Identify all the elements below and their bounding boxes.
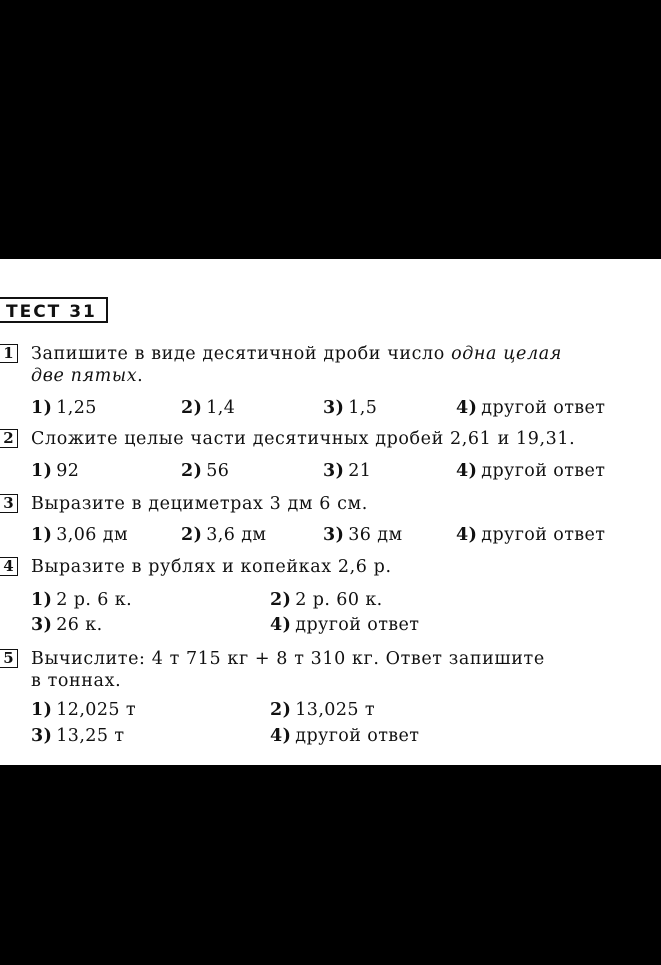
answer-option-3[interactable] (323, 524, 402, 546)
question-text: Выразите в дециметрах 3 дм 6 см. (31, 494, 368, 514)
answer-option-2[interactable] (181, 397, 235, 419)
answer-option-1[interactable] (31, 524, 128, 546)
option-number: 3) (323, 525, 345, 545)
question-number: 4 (0, 557, 18, 576)
option-number: 4) (456, 461, 478, 481)
option-text: 26 к. (56, 615, 103, 635)
option-text: 56 (206, 461, 230, 481)
question-text-italic: две пятых (31, 366, 138, 386)
question-text-italic: одна целая (451, 344, 562, 364)
option-number: 2) (181, 525, 203, 545)
answer-option-1[interactable] (31, 397, 97, 419)
answer-option-2[interactable] (270, 589, 383, 611)
option-number: 2) (270, 700, 292, 720)
option-text: 1,25 (56, 398, 97, 418)
option-number: 3) (323, 461, 345, 481)
question-text: Сложите целые части десятичных дробей 2,61 и 19,31. (31, 429, 576, 449)
answer-option-4[interactable] (270, 725, 419, 747)
option-text: другой ответ (481, 398, 606, 418)
option-number: 3) (323, 398, 345, 418)
answer-option-4[interactable] (456, 397, 605, 419)
answer-option-4[interactable] (270, 614, 419, 636)
option-text: 21 (348, 461, 372, 481)
option-text: 2 р. 6 к. (56, 590, 133, 610)
option-number: 4) (270, 726, 292, 746)
option-number: 3) (31, 615, 53, 635)
question-text-plain: Запишите в виде десятичной дроби число (31, 344, 452, 364)
answer-option-3[interactable] (31, 725, 124, 747)
question-number: 1 (0, 344, 18, 363)
option-number: 1) (31, 525, 53, 545)
answer-option-2[interactable] (181, 524, 266, 546)
option-number: 4) (270, 615, 292, 635)
option-number: 1) (31, 461, 53, 481)
question-text (31, 343, 631, 387)
option-text: 1,4 (206, 398, 236, 418)
option-number: 1) (31, 590, 53, 610)
answer-option-1[interactable] (31, 589, 132, 611)
option-text: 36 дм (348, 525, 403, 545)
question-number: 3 (0, 494, 18, 513)
answer-option-3[interactable] (323, 397, 377, 419)
answer-option-3[interactable] (31, 614, 103, 636)
answer-option-2[interactable] (181, 460, 229, 482)
option-number: 1) (31, 700, 53, 720)
test-title: ТЕСТ 31 (0, 297, 108, 323)
option-number: 2) (181, 461, 203, 481)
answer-option-4[interactable] (456, 524, 605, 546)
option-number: 4) (456, 398, 478, 418)
question-number: 5 (0, 649, 18, 668)
answer-option-2[interactable] (270, 699, 375, 721)
option-text: 3,6 дм (206, 525, 267, 545)
question-text: Выразите в рублях и копейках 2,6 р. (31, 557, 392, 577)
option-number: 3) (31, 726, 53, 746)
option-number: 2) (181, 398, 203, 418)
test-page (0, 259, 661, 765)
option-text: 92 (56, 461, 80, 481)
answer-option-1[interactable] (31, 460, 79, 482)
option-text: другой ответ (481, 525, 606, 545)
option-number: 1) (31, 398, 53, 418)
option-text: 2 р. 60 к. (295, 590, 383, 610)
option-number: 2) (270, 590, 292, 610)
question-text-line: Вычислите: 4 т 715 кг + 8 т 310 кг. Ответ запишите (31, 649, 545, 669)
question-text (31, 648, 631, 692)
option-number: 4) (456, 525, 478, 545)
question-text-line: в тоннах. (31, 671, 122, 691)
option-text: 12,025 т (56, 700, 136, 720)
answer-option-4[interactable] (456, 460, 605, 482)
option-text: другой ответ (295, 615, 420, 635)
option-text: другой ответ (481, 461, 606, 481)
question-number: 2 (0, 429, 18, 448)
question-text-end: . (137, 366, 144, 386)
answer-option-3[interactable] (323, 460, 371, 482)
option-text: другой ответ (295, 726, 420, 746)
option-text: 13,025 т (295, 700, 375, 720)
answer-option-1[interactable] (31, 699, 136, 721)
option-text: 3,06 дм (56, 525, 128, 545)
option-text: 13,25 т (56, 726, 125, 746)
option-text: 1,5 (348, 398, 378, 418)
